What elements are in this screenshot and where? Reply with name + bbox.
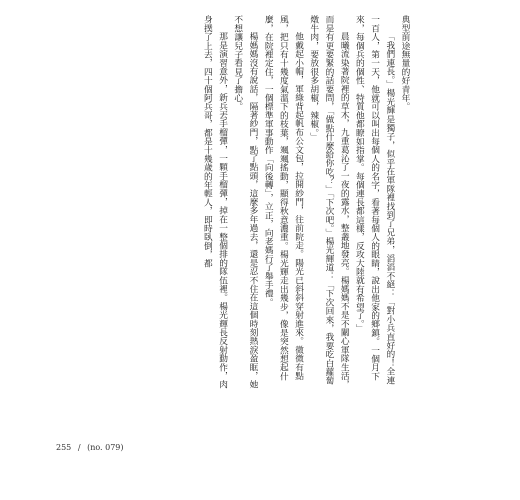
issue-number: (no. 079) bbox=[87, 443, 124, 452]
page-footer bbox=[56, 443, 128, 452]
paragraph: 「我們連長。」楊光輝是獨子，似乎在軍隊裡找到了兄弟，滔滔不絕：「對小兵直好的！全連一百人，第一天，他就可以叫出每個人的名字，看著每個人的眼睛，說出他家的鄉鎮。一個月下來，每個兵的個性、特質他都瞭如指掌。每個連長都這樣，反攻大陸就有希望了。」 bbox=[354, 15, 395, 385]
paragraph: 那是演習意外，新兵丟手榴彈，一顆手榴彈，掉在一整個排的隊伍裡。楊光輝長反射動作，肉身撲了上去，四十個阿兵哥，都是十幾歲的年輕人，即時臥倒，都 bbox=[202, 15, 228, 390]
paragraph: 晨曦流染著院裡的草木，九重葛沁了一夜的露水，整叢地發亮。楊媽媽不是不關心軍隊生活，而是有更要緊的話要問，「做點什麼給你吃？」「下次吧。」楊光輝道：「下次回來，我要吃白蘿蔔燉牛肉，要放很多胡椒，辣椒。」 bbox=[308, 15, 350, 390]
paragraph: 他戴起小帽，軍綠背起帆布公文包，拉開紗門，往前院走。陽光已斜斜穿射進來。微微有點風，把只有十幾度氣溫下的枝葉，颯颯搖動，顯得秋意濃重。楊光輝走出幾步，像是突然想起什麼，在院裡定住，一個標準軍事動作「向後轉」，立正，向老媽行了舉手禮。 bbox=[263, 15, 304, 381]
paragraph: 典型前途無量的好青年。 bbox=[400, 15, 410, 111]
folio-separator: / bbox=[77, 443, 81, 452]
page-number: 255 bbox=[56, 443, 72, 452]
vertical-text-block bbox=[199, 15, 412, 390]
paragraph: 楊媽媽沒有說話，隔著紗門，點了點頭，這麼多年過去，還是忍不住在這個時刻熱淚盈眶，她不想讓兒子看見了擔心。 bbox=[232, 15, 258, 390]
